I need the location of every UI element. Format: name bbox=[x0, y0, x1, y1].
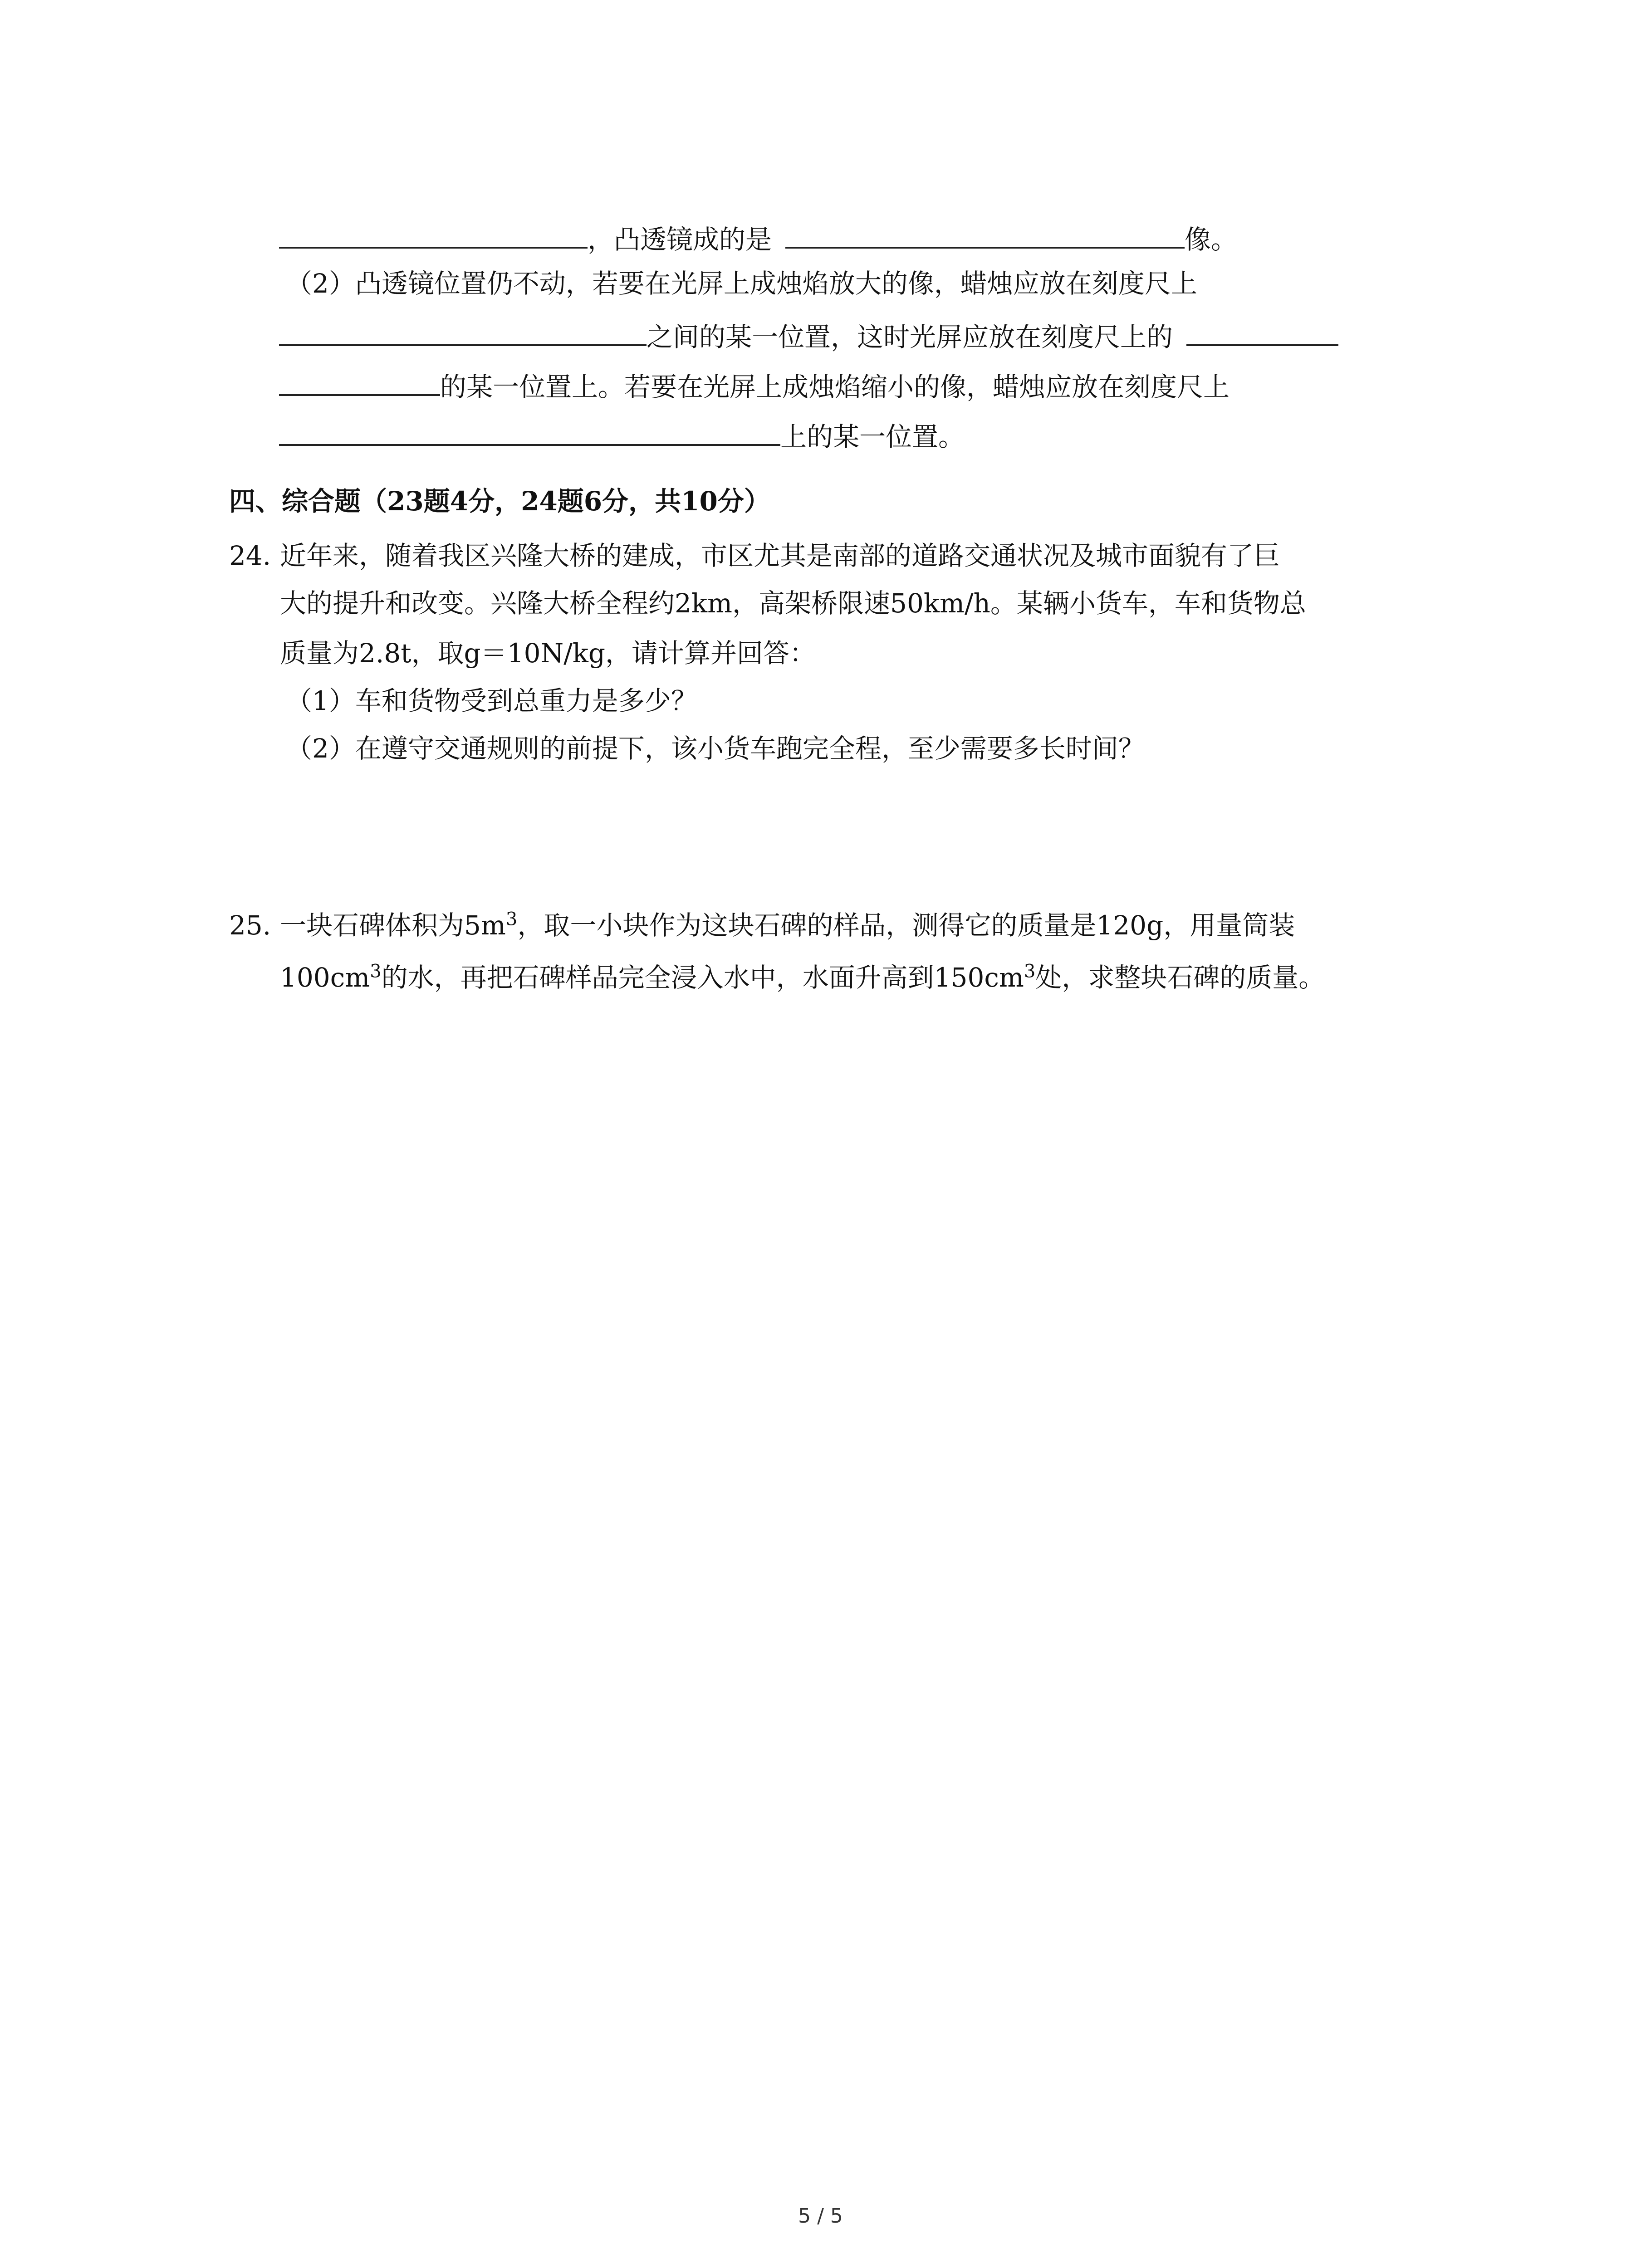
q23-line-2: （2）凸透镜位置仍不动，若要在光屏上成烛焰放大的像，蜡烛应放在刻度尺上 bbox=[286, 268, 1197, 299]
q25-line-1 bbox=[229, 907, 1295, 943]
question-number: 24. bbox=[229, 540, 271, 571]
q24-sub-2: （2）在遵守交通规则的前提下，该小货车跑完全程，至少需要多长时间？ bbox=[286, 733, 1145, 764]
q23-line-4 bbox=[279, 365, 1230, 405]
q24-sub-1: （1）车和货物受到总重力是多少？ bbox=[286, 685, 697, 716]
answer-blank[interactable] bbox=[279, 415, 780, 446]
q23-text: 上的某一位置。 bbox=[780, 421, 965, 452]
page-number: 5 / 5 bbox=[798, 2204, 843, 2228]
q25-line-2 bbox=[280, 959, 1325, 996]
q23-text: 的某一位置上。若要在光屏上成烛焰缩小的像，蜡烛应放在刻度尺上 bbox=[440, 371, 1230, 402]
q24-line-1 bbox=[229, 538, 1280, 574]
q24-line-2: 大的提升和改变。兴隆大桥全程约2km，高架桥限速50km/h。某辆小货车，车和货物总 bbox=[280, 588, 1306, 619]
q25-text: 一块石碑体积为5m bbox=[280, 910, 506, 941]
superscript: 3 bbox=[370, 961, 382, 982]
q25-text: 处，求整块石碑的质量。 bbox=[1035, 962, 1325, 993]
q24-line-3: 质量为2.8t，取g＝10N/kg，请计算并回答： bbox=[280, 638, 816, 669]
answer-blank[interactable] bbox=[279, 365, 440, 396]
q23-text: ，凸透镜成的是 bbox=[588, 224, 772, 255]
q23-text: 像。 bbox=[1185, 224, 1238, 255]
q23-text: 之间的某一位置，这时光屏应放在刻度尺上的 bbox=[647, 322, 1173, 352]
section-heading: 四、综合题（23题4分，24题6分，共10分） bbox=[229, 486, 770, 517]
q24-text: 近年来，随着我区兴隆大桥的建成，市区尤其是南部的道路交通状况及城市面貌有了巨 bbox=[280, 540, 1280, 571]
answer-blank[interactable] bbox=[1186, 315, 1338, 346]
answer-blank[interactable] bbox=[279, 315, 647, 346]
q25-text: ，取一小块作为这块石碑的样品，测得它的质量是120g，用量筒装 bbox=[517, 910, 1295, 941]
answer-blank[interactable] bbox=[785, 218, 1185, 249]
question-number: 25. bbox=[229, 910, 271, 941]
q23-line-3 bbox=[279, 315, 1338, 355]
q25-text: 的水，再把石碑样品完全浸入水中，水面升高到150cm bbox=[381, 962, 1024, 993]
superscript: 3 bbox=[1024, 961, 1036, 982]
q23-line-5 bbox=[279, 415, 965, 455]
q25-text: 100cm bbox=[280, 962, 370, 993]
superscript: 3 bbox=[505, 909, 518, 930]
q23-line-1 bbox=[279, 218, 1237, 258]
answer-blank[interactable] bbox=[279, 218, 588, 249]
